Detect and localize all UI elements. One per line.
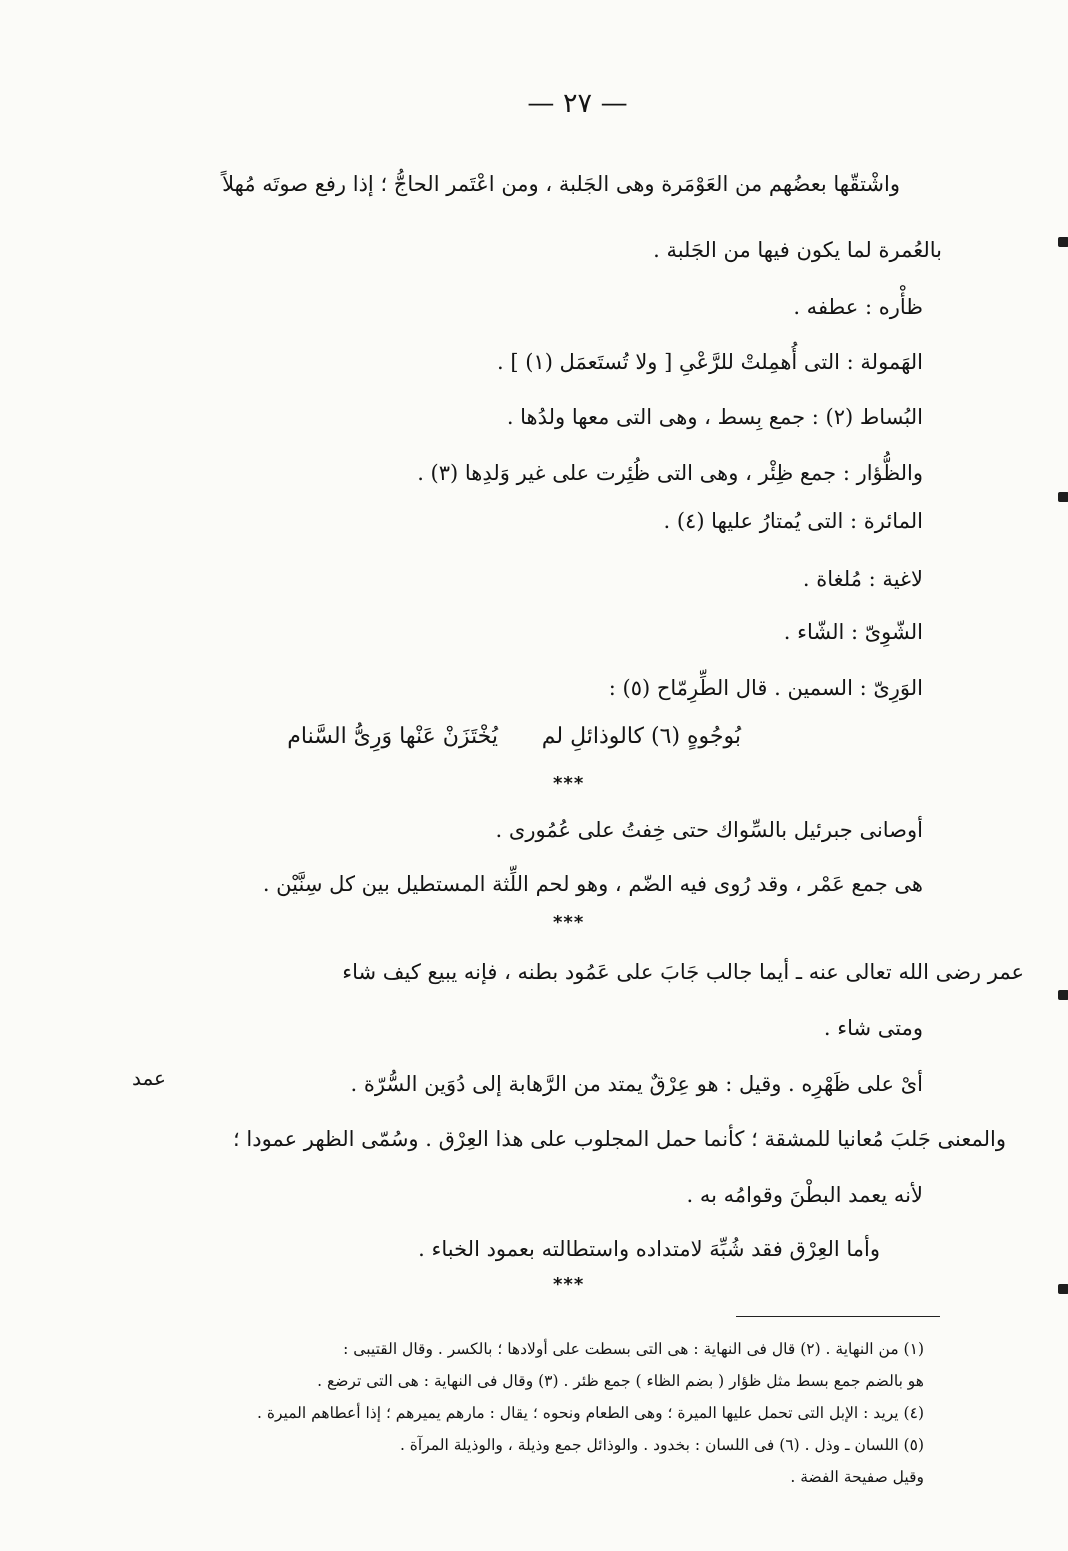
text-line: الهَمولة : التى أُهمِلتْ للرَّعْىِ [ ولا تُستَعمَل (١) ] .	[496, 350, 923, 374]
verse-second-hemistich: يُخْتَزَنْ عَنْها وَرِىُّ السَّنام	[287, 724, 498, 749]
scan-edge-mark	[1058, 237, 1068, 247]
poem-verse	[287, 722, 498, 752]
verse-first-hemistich: بُوجُوهٍ (٦) كالوذائلِ لم	[541, 724, 741, 749]
text-line: أىْ على ظَهْرِه . وقيل : هو عِرْقٌ يمتد من الرَّهابة إلى دُوَين السُّرّة .	[350, 1072, 923, 1096]
footnote-line: (٤) يريد : الإبل التى تحمل عليها الميرة ؛ وهى الطعام ونحوه ؛ يقال : مارهم يميرهم ؛ إذا أعطاهم الميرة .	[256, 1404, 924, 1422]
section-separator: ***	[553, 912, 585, 933]
text-line: ومتى شاء .	[823, 1016, 923, 1040]
text-line: لأنه يعمد البطْنَ وقوامُه به .	[686, 1183, 923, 1207]
footnote-line: وقيل صفيحة الفضة .	[790, 1468, 924, 1486]
section-separator: ***	[553, 773, 585, 794]
page-number: — ٢٧ —	[527, 88, 628, 119]
text-line: المائرة : التى يُمتارُ عليها (٤) .	[663, 509, 923, 533]
scan-edge-mark	[1058, 1284, 1068, 1294]
text-line: وأما العِرْق فقد شُبِّهَ لامتداده واستطالته بعمود الخباء .	[418, 1237, 880, 1261]
text-line: عمر رضى الله تعالى عنه ـ أيما جالب جَابَ على عَمُود بطنه ، فإنه يبيع كيف شاء	[342, 960, 1024, 984]
text-line: ظأْره : عطفه .	[793, 295, 923, 319]
text-line: واشْتقّها بعضُهم من العَوْمَرة وهى الجَلبة ، ومن اعْتَمر الحاجُّ ؛ إذا رفع صوتَه مُهلاً	[222, 172, 900, 196]
scan-edge-mark	[1058, 492, 1068, 502]
text-line: والظُّؤار : جمع ظِئْر ، وهى التى ظُئِرت على غير وَلدِها (٣) .	[417, 461, 923, 485]
section-separator: ***	[553, 1274, 585, 1295]
text-line: الشّوِىّ : الشّاء .	[783, 620, 923, 644]
text-line: لاغية : مُلغاة .	[802, 567, 923, 591]
margin-root-word: عمد	[132, 1066, 166, 1090]
text-line: الوَرِىّ : السمين . قال الطِّرِمّاح (٥) :	[608, 676, 923, 700]
footnote-line: هو بالضم جمع بسط مثل ظؤار ( بضم الظاء ) جمع ظئر . (٣) وقال فى النهاية : هى التى ترضع .	[317, 1372, 924, 1390]
scan-edge-mark	[1058, 990, 1068, 1000]
footnote-line: (١) من النهاية . (٢) قال فى النهاية : هى التى بسطت على أولادها ؛ بالكسر . وقال القتيبى :	[343, 1340, 924, 1358]
footnote-rule	[736, 1316, 940, 1317]
poem-verse	[542, 722, 741, 752]
text-line: أوصانى جبرئيل بالسِّواك حتى خِفتُ على عُمُورى .	[495, 818, 923, 842]
text-line: والمعنى جَلبَ مُعانيا للمشقة ؛ كأنما حمل المجلوب على هذا العِرْق . وسُمّى الظهر عمودا ؛	[233, 1127, 1006, 1151]
text-line: بالعُمرة لما يكون فيها من الجَلبة .	[653, 238, 942, 262]
footnote-line: (٥) اللسان ـ وذل . (٦) فى اللسان : بخدود . والوذائل جمع وذيلة ، والوذيلة المرآة .	[399, 1436, 924, 1454]
text-line: هى جمع عَمْر ، وقد رُوى فيه الضّم ، وهو لحم اللِّثة المستطيل بين كل سِنَّيْن .	[262, 872, 923, 896]
text-line: البُساط (٢) : جمع بِسط ، وهى التى معها ولدُها .	[506, 405, 923, 429]
